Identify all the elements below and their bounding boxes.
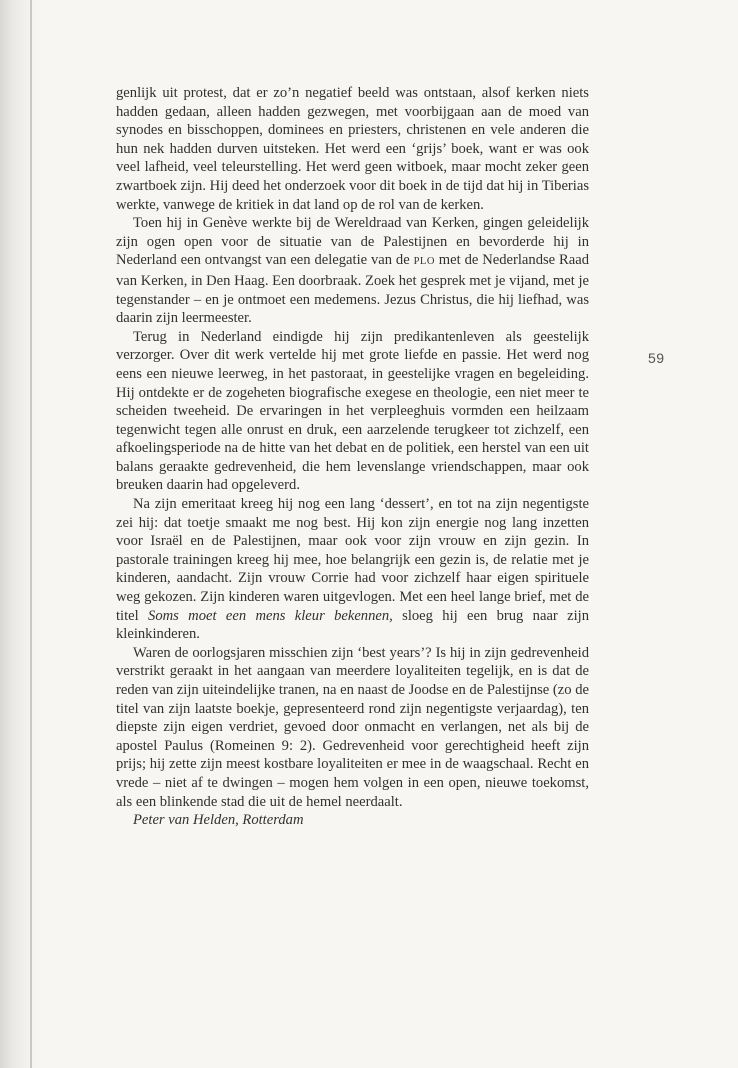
paragraph-3 <box>116 328 589 495</box>
paragraph-2 <box>116 214 589 328</box>
paragraph-5 <box>116 644 589 811</box>
page-binding-shadow <box>0 0 42 1068</box>
paragraph-4 <box>116 495 589 644</box>
plo-abbreviation: PLO <box>413 256 435 268</box>
page-number: 59 <box>648 350 665 366</box>
article-body <box>116 84 589 830</box>
paragraph-1 <box>116 84 589 214</box>
paragraph-2-text-b: met de Nederlandse Raad van Kerken, in Den Haag. Een doorbraak. Zoek het gesprek met je vijand, met je tegenstander – en je ontmoet een medemens. Jezus Christus, die hij liefhad, was daarin zijn leermeester. <box>116 252 589 327</box>
paragraph-1-text: genlijk uit protest, dat er zo’n negatief beeld was ontstaan, alsof kerken niets hadden gedaan, alleen hadden gezwegen, met voorbijgaan aan de moed van synodes en bisschoppen, dominees en priesters, christenen en vele anderen die hun nek hadden durven uitsteken. Het werd een ‘grijs’ boek, want er was ook veel lafheid, veel teleurstelling. Het werd geen witboek, maar mocht zeker geen zwartboek zijn. Hij deed het onderzoek voor dit boek in de tijd dat hij in Tiberias werkte, vanwege de kritiek in dat land op de rol van de kerken. <box>116 85 589 213</box>
author-signature: Peter van Helden, Rotterdam <box>133 812 304 829</box>
paragraph-4-text-b: sloeg hij een brug naar zijn kleinkinderen. <box>116 607 589 643</box>
paragraph-3-text: Terug in Nederland eindigde hij zijn predikantenleven als geestelijk verzorger. Over dit werk vertelde hij met grote liefde en passie. Het werd nog eens een nieuwe leerweg, in het pastoraat, in geestelijke vragen en begeleiding. Hij ontdekte er de zogeheten biografische exegese en theologie, een niet meer te scheiden tweeheid. De ervaringen in het verpleeghuis vormden een heilzaam tegenwicht tegen alle onrust en druk, een aarzelende terugkeer tot zichzelf, een afkoelingsperiode na de hitte van het debat en de politiek, een herstel van een uit balans geraakte gedrevenheid, die hem levenslange vriendschappen, maar ook breuken daarin had opgeleverd. <box>116 328 589 494</box>
paragraph-2-text-a: Toen hij in Genève werkte bij de Wereldraad van Kerken, gingen geleidelijk zijn ogen open voor de situatie van de Palestijnen en bevorderde hij in Nederland een ontvangst van een delegatie van de <box>116 215 589 269</box>
letter-title: Soms moet een mens kleur bekennen, <box>148 607 393 624</box>
paragraph-4-text-a: Na zijn emeritaat kreeg hij nog een lang ‘dessert’, en tot na zijn negentigste zei hij: dat toetje smaakt me nog best. Hij kon zijn energie nog lang inzetten voor Israël en de Palestijnen, maar ook voor zijn vrouw en zijn gezin. In pastorale trainingen kreeg hij mee, hoe belangrijk een gezin is, de relatie met je kinderen, aandacht. Zijn vrouw Corrie had voor zichzelf haar eigen spirituele weg gekozen. Zijn kinderen waren uitgevlogen. Met een heel lange brief, met de titel <box>116 496 589 624</box>
page-binding-edge <box>30 0 32 1068</box>
paragraph-5-text: Waren de oorlogsjaren misschien zijn ‘best years’? Is hij in zijn gedrevenheid verstrikt geraakt in het aangaan van meerdere loyaliteiten tegelijk, en is dat de reden van zijn uiteindelijke tranen, na en naast de Joodse en de Palestijnse (zo de titel van zijn laatste boekje, gepresenteerd rond zijn negentigste verjaardag), ten diepste zijn eigen verdriet, gevoed door onmacht en verlangen, net als bij de apostel Paulus (Romeinen 9: 2). Gedrevenheid voor gerechtigheid heeft zijn prijs; hij zette zijn meest kostbare loyaliteiten er mee in de waagschaal. Recht en vrede – niet af te dwingen – mogen hem volgen in een open, nieuwe toekomst, als een blinkende stad die uit de hemel neerdaalt. <box>116 644 589 810</box>
